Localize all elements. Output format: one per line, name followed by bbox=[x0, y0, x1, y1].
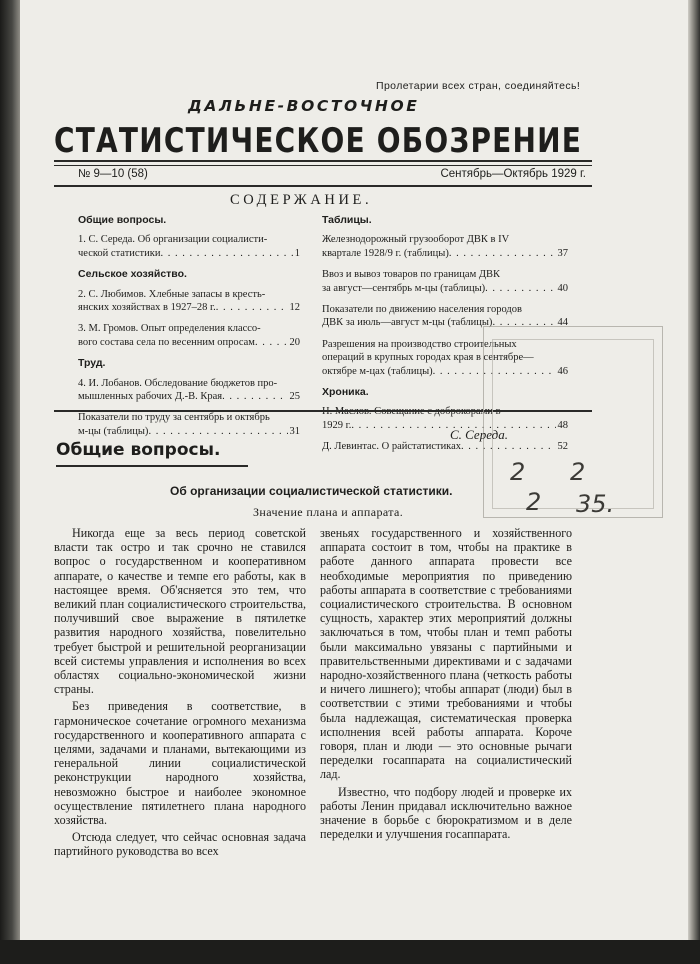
page-number: 44 bbox=[557, 317, 568, 329]
contents-entry-line bbox=[322, 282, 568, 295]
page-number: 25 bbox=[289, 391, 300, 403]
article-paragraph: Без приведения в соответствие, в гармоническое сочетание огромного механизма государственного и кооперативного аппарата с целями, задачами и планами, вытекающими из генеральной линии социалистической реконструкции народного хозяйства, невозможно быстрое и наиболее экономное осуществление пятилетнего плана народного хозяйства. bbox=[54, 699, 306, 828]
contents-title: СОДЕРЖАНИЕ. bbox=[230, 192, 373, 208]
scan-edge-right bbox=[688, 0, 700, 964]
page-number: 31 bbox=[289, 425, 300, 437]
article-column-right bbox=[320, 526, 572, 844]
contents-entry-text: ДВК за июль—август м-цы (таблицы) bbox=[322, 317, 493, 329]
handwritten-number: 35. bbox=[576, 490, 615, 518]
contents-entry-text: Разрешения на производство строительных bbox=[322, 338, 517, 350]
page-number: 52 bbox=[557, 441, 568, 453]
article-paragraph: Известно, что подбору людей и проверке их работы Ленин придавал исключительно важное значение в борьбе с бюрократизмом и в деле переделки и улучшения госаппарата. bbox=[320, 784, 572, 842]
library-stamp bbox=[483, 326, 663, 518]
contents-entry bbox=[322, 268, 568, 295]
handwritten-number: 2 bbox=[570, 458, 586, 486]
contents-entry-text: Ввоз и вывоз товаров по границам ДВК bbox=[322, 269, 501, 281]
contents-entry-text: 2. С. Любимов. Хлебные запасы в кресть- bbox=[78, 288, 266, 300]
contents-entry bbox=[78, 233, 300, 260]
scan-edge-left bbox=[0, 0, 20, 964]
contents-entry-line bbox=[322, 247, 568, 260]
contents-entry-text: Показатели по движению населения городов bbox=[322, 304, 522, 316]
contents-entry-line bbox=[78, 390, 300, 403]
page-number: 12 bbox=[289, 302, 300, 314]
article-paragraph: Никогда еще за весь период советской власти так остро и так срочно не ставился вопрос о государственном и кооперативном аппарате, о качестве и темпе его работы, как в настоящее время. Об'ясняется это тем, что великий план социалистического строительства, получивший свое выражение в пятилетке развития народного хозяйства, повелительно требует быстрой и решительной реорганизации всей системы управления и исполнения во всех областях социально-экономической жизни страны. bbox=[54, 526, 306, 697]
contents-entry-line bbox=[78, 301, 300, 314]
section-heading: Общие вопросы. bbox=[56, 440, 221, 460]
leader-dots bbox=[485, 282, 555, 295]
contents-entry-text: ческой статистики bbox=[78, 247, 161, 259]
contents-entry-text: Н. Маслов. Совещание с доброкорами в bbox=[322, 406, 501, 418]
header-rule-bottom bbox=[54, 185, 592, 187]
leader-dots bbox=[161, 247, 293, 260]
leader-dots bbox=[148, 425, 287, 438]
contents-entry bbox=[78, 377, 300, 404]
contents-entry-text: Железнодорожный грузооборот ДВК в IV bbox=[322, 234, 510, 246]
contents-entry-text: Показатели по труду за сентябрь и октябрь bbox=[78, 412, 270, 424]
leader-dots bbox=[222, 390, 287, 403]
contents-entry-line bbox=[78, 247, 300, 260]
page-number: 1 bbox=[294, 247, 300, 259]
document-page bbox=[20, 0, 688, 940]
title-line-1: ДАЛЬНЕ-ВОСТОЧНОЕ bbox=[188, 97, 420, 115]
contents-entry-text: октябре м-цах (таблицы) bbox=[322, 365, 433, 377]
motto: Пролетарии всех стран, соединяйтесь! bbox=[376, 80, 581, 92]
leader-dots bbox=[255, 336, 288, 349]
article-subtitle: Значение плана и аппарата. bbox=[253, 505, 404, 519]
contents-entry-text: квартале 1928/9 г. (таблицы) bbox=[322, 247, 449, 259]
contents-entry bbox=[78, 322, 300, 349]
contents-entry bbox=[78, 411, 300, 438]
page-number: 40 bbox=[557, 282, 568, 294]
issue-number: № 9—10 (58) bbox=[78, 168, 148, 180]
contents-entry-text: 1. С. Середа. Об организации социалисти- bbox=[78, 234, 268, 246]
article-paragraph: Отсюда следует, что сейчас основная задача партийного руководства во всех bbox=[54, 830, 306, 859]
header-rule-top bbox=[54, 160, 592, 162]
handwritten-number: 2 bbox=[510, 458, 526, 486]
title-line-2: СТАТИСТИЧЕСКОЕ ОБОЗРЕНИЕ bbox=[54, 121, 583, 161]
contents-section-heading: Таблицы. bbox=[322, 214, 372, 226]
contents-entry-text: 4. И. Лобанов. Обследование бюджетов про- bbox=[78, 377, 278, 389]
contents-entry-text: янских хозяйствах в 1927–28 г. bbox=[78, 302, 216, 314]
contents-section-heading: Общие вопросы. bbox=[78, 214, 167, 226]
contents-entry-line bbox=[78, 425, 300, 438]
contents-entry-text: вого состава села по весенним опросам bbox=[78, 336, 255, 348]
section-heading-underline bbox=[56, 465, 248, 467]
scan-bottom-band bbox=[0, 940, 700, 964]
page-number: 48 bbox=[557, 419, 568, 431]
contents-entry bbox=[78, 288, 300, 315]
leader-dots bbox=[216, 301, 288, 314]
page-number: 20 bbox=[289, 336, 300, 348]
contents-entry-text: 3. М. Громов. Опыт определения классо- bbox=[78, 323, 261, 335]
article-author: С. Середа. bbox=[450, 427, 508, 442]
contents-entry-text: м-цы (таблицы) bbox=[78, 425, 149, 437]
contents-entry-line bbox=[78, 336, 300, 349]
contents-entry bbox=[322, 233, 568, 260]
contents-entry-text: за август—сентябрь м-цы (таблицы) bbox=[322, 282, 486, 294]
contents-entry-text: операций в крупных городах края в сентябре— bbox=[322, 352, 534, 364]
page-number: 46 bbox=[557, 365, 568, 377]
article-column-left bbox=[54, 526, 306, 862]
leader-dots bbox=[449, 247, 556, 260]
issue-date: Сентябрь—Октябрь 1929 г. bbox=[440, 168, 586, 180]
contents-entry-text: 1929 г. bbox=[322, 419, 352, 431]
contents-entry-text: Д. Левинтас. О райстатистиках bbox=[322, 441, 462, 453]
page-number: 37 bbox=[557, 247, 568, 259]
contents-entry-text: мышленных рабочих Д.-В. Края bbox=[78, 391, 223, 403]
article-paragraph: звеньях государственного и хозяйственного аппарата состоит в том, чтобы на практике в работе данного аппарата провести все необходимые мероприятия по приведению работы аппарата в соответствие с требованиями социалистического строительства. В основном сущность, характер этих мероприятий должны заключаться в том, чтобы план и темп работы были максимально увязаны с партийными и правительственными директивами и с задачами народно-хозяйственного плана (четкость работы и ничего лишнего); чтобы аппарат (люди) был в соответствии с этими требованиями и чтобы была надлежащая, систематическая проверка исполнения всей работы аппарата. Короче говоря, план и люди — это основные рычаги переделки госаппарата на социалистический лад. bbox=[320, 526, 572, 782]
contents-section-heading: Труд. bbox=[78, 357, 106, 370]
handwritten-number: 2 bbox=[526, 488, 542, 516]
contents-section-heading: Сельское хозяйство. bbox=[78, 268, 187, 281]
contents-section-heading: Хроника. bbox=[322, 386, 369, 399]
article-title: Об организации социалистической статистики. bbox=[170, 484, 453, 498]
header-rule-thin bbox=[54, 165, 592, 166]
